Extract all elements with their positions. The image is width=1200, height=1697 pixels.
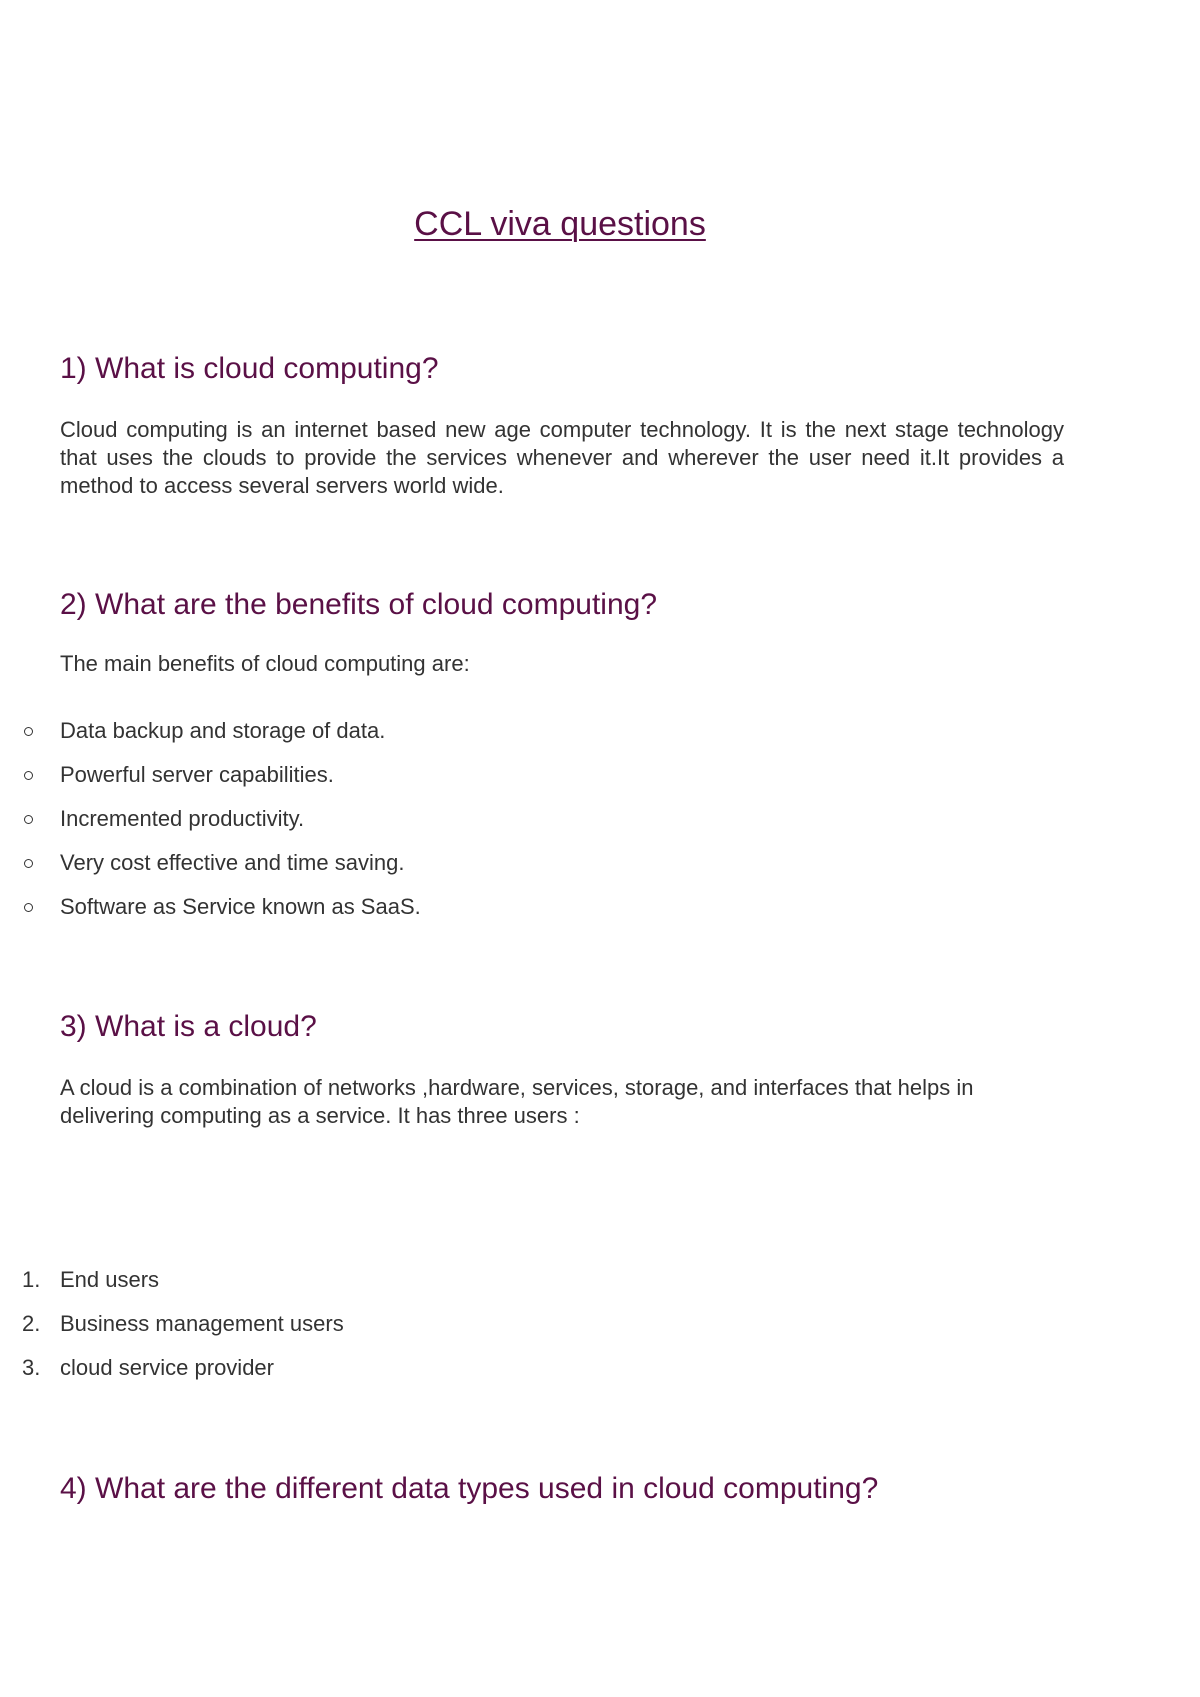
list-item [0, 1310, 344, 1354]
user-type-text: cloud service provider [60, 1355, 274, 1380]
question-2-heading: 2) What are the benefits of cloud computing? [60, 588, 658, 621]
list-number: 2. [22, 1311, 41, 1336]
list-number: 3. [22, 1355, 41, 1380]
hollow-bullet-icon [24, 815, 33, 824]
hollow-bullet-icon [24, 727, 33, 736]
list-number: 1. [22, 1267, 41, 1292]
question-3-heading: 3) What is a cloud? [60, 1010, 317, 1043]
benefit-text: Data backup and storage of data. [60, 718, 386, 743]
list-item [0, 893, 421, 937]
benefit-text: Software as Service known as SaaS. [60, 894, 421, 919]
benefit-text: Very cost effective and time saving. [60, 850, 405, 875]
benefit-text: Incremented productivity. [60, 806, 305, 831]
benefit-text: Powerful server capabilities. [60, 762, 334, 787]
question-2-intro: The main benefits of cloud computing are: [60, 651, 470, 676]
cloud-users-list [0, 1266, 344, 1398]
list-item [0, 1354, 344, 1398]
hollow-bullet-icon [24, 903, 33, 912]
list-item [0, 717, 421, 761]
document-title: CCL viva questions [414, 205, 706, 243]
user-type-text: End users [60, 1267, 160, 1292]
hollow-bullet-icon [24, 771, 33, 780]
list-item [0, 1266, 344, 1310]
question-4-heading: 4) What are the different data types used in cloud computing? [60, 1472, 879, 1505]
benefits-list [0, 717, 421, 937]
list-item [0, 849, 421, 893]
user-type-text: Business management users [60, 1311, 344, 1336]
list-item [0, 761, 421, 805]
question-3-answer: A cloud is a combination of networks ,hardware, services, storage, and interfaces that helps in delivering computing as a service. It has three users : [60, 1075, 974, 1128]
question-1-heading: 1) What is cloud computing? [60, 352, 439, 385]
hollow-bullet-icon [24, 859, 33, 868]
list-item [0, 805, 421, 849]
question-1-answer: Cloud computing is an internet based new age computer technology. It is the next stage technology that uses the clouds to provide the services whenever and wherever the user need it.It provides a method to access several servers world wide. [60, 417, 1064, 498]
